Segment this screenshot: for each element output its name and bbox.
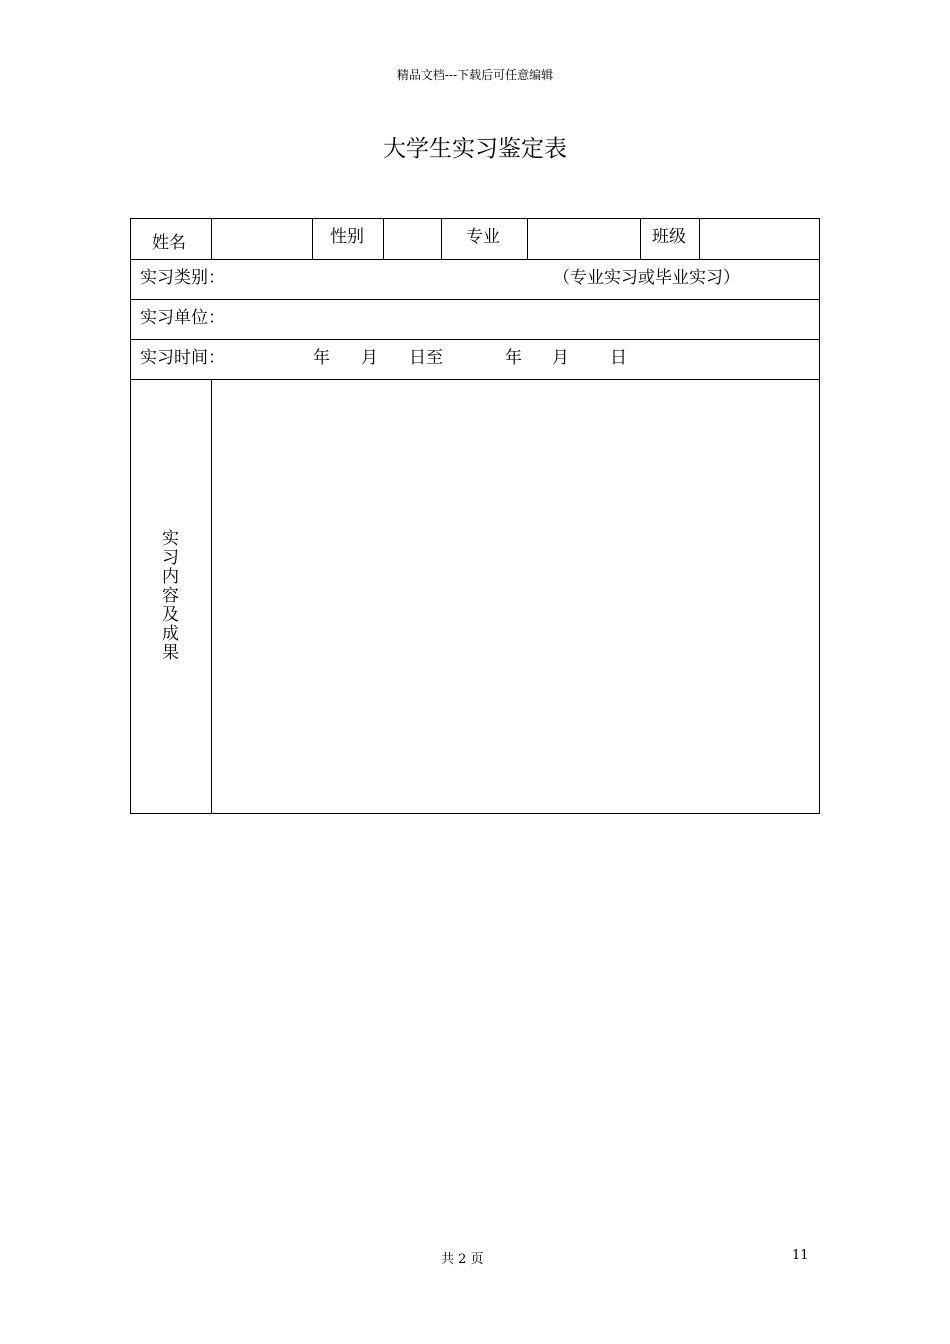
vertical-label-char: 成	[162, 624, 179, 644]
table-divider	[130, 299, 820, 300]
table-divider	[441, 218, 442, 259]
document-header: 精品文档---下载后可任意编辑	[396, 68, 554, 82]
table-divider	[130, 339, 820, 340]
page-title: 大学生实习鉴定表	[383, 136, 567, 162]
start-day-to-label: 日至	[409, 348, 443, 368]
table-border-bottom	[130, 813, 820, 814]
gender-label: 性别	[330, 227, 364, 247]
name-field[interactable]	[212, 219, 312, 259]
class-field[interactable]	[700, 219, 819, 259]
internship-unit-label: 实习单位：	[140, 308, 225, 328]
name-label: 姓名	[152, 233, 186, 253]
internship-type-note: （专业实习或毕业实习）	[553, 268, 740, 288]
content-and-results-label	[130, 530, 211, 663]
start-year-label: 年	[313, 348, 330, 368]
vertical-label-char: 及	[162, 605, 179, 625]
table-border-left	[130, 218, 131, 814]
internship-time-label: 实习时间：	[140, 348, 225, 368]
vertical-label-char: 容	[162, 586, 179, 606]
table-divider	[640, 218, 641, 259]
table-divider	[130, 259, 820, 260]
gender-field[interactable]	[384, 219, 441, 259]
start-month-label: 月	[361, 348, 378, 368]
end-day-label: 日	[610, 348, 627, 368]
internship-type-label: 实习类别：	[140, 268, 225, 288]
vertical-label-char: 习	[162, 548, 179, 568]
table-divider	[312, 218, 313, 259]
page-number: 11	[792, 1248, 809, 1263]
table-border-right	[819, 218, 820, 814]
class-label: 班级	[652, 227, 686, 247]
major-field[interactable]	[528, 219, 640, 259]
page-total: 共 2 页	[441, 1252, 484, 1267]
end-month-label: 月	[552, 348, 569, 368]
vertical-label-char: 果	[162, 643, 179, 663]
vertical-label-char: 实	[162, 529, 179, 549]
vertical-label-char: 内	[162, 567, 179, 587]
major-label: 专业	[466, 227, 500, 247]
end-year-label: 年	[505, 348, 522, 368]
content-field[interactable]	[212, 380, 819, 813]
